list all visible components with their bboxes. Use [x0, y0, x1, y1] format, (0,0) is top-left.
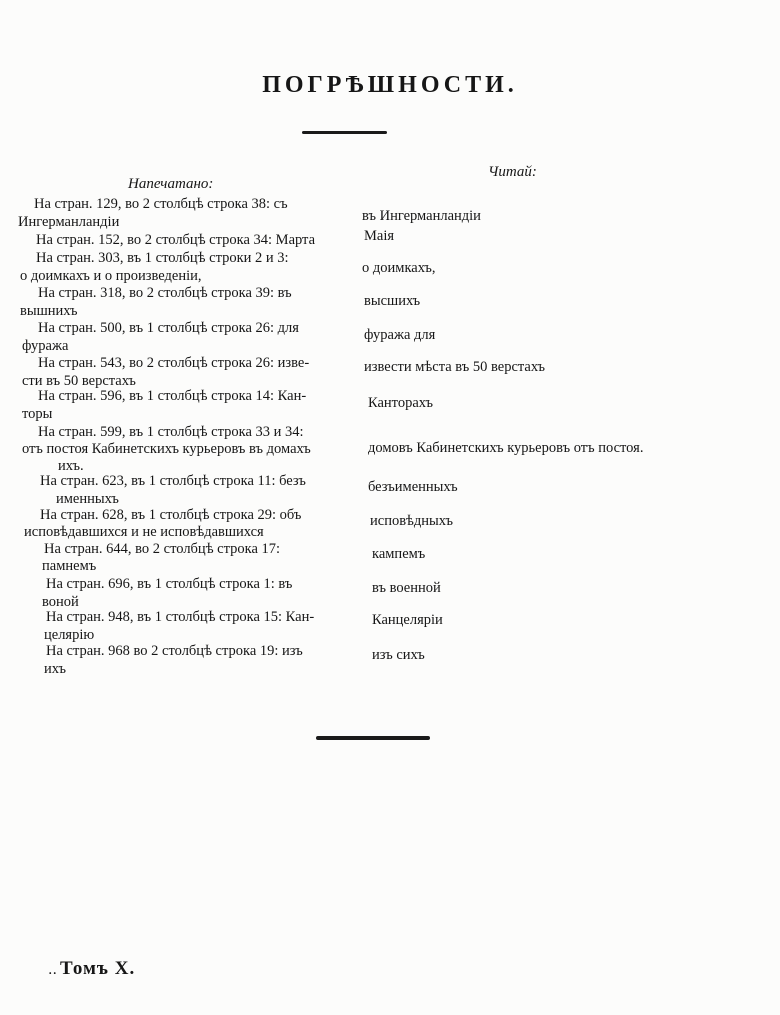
erratum-6-read: извести мѣста въ 50 верстахъ: [364, 359, 546, 375]
erratum-1-printed-line-2: Ингерманландіи: [18, 214, 120, 230]
erratum-6-printed-line-2: сти въ 50 верстахъ: [22, 373, 136, 389]
erratum-13-printed-line-2: целярію: [44, 627, 95, 643]
erratum-8-printed-line-1: На стран. 599, въ 1 столбцѣ строка 33 и 34:: [38, 424, 304, 440]
erratum-10-read: исповѣдныхъ: [370, 513, 453, 529]
end-rule: [316, 736, 430, 740]
erratum-14-printed-line-2: ихъ: [44, 661, 66, 677]
title-rule: [302, 131, 387, 134]
erratum-4-printed-line-1: На стран. 318, во 2 столбцѣ строка 39: въ: [38, 285, 292, 301]
erratum-2-read: Маія: [364, 228, 395, 244]
erratum-9-printed-line-1: На стран. 623, въ 1 столбцѣ строка 11: безъ: [40, 473, 306, 489]
erratum-14-read: изъ сихъ: [372, 647, 425, 663]
erratum-8-printed-line-2: отъ постоя Кабинетскихъ курьеровъ въ домахъ: [22, 441, 311, 457]
footer-dots: ..: [48, 962, 57, 978]
erratum-10-printed-line-1: На стран. 628, въ 1 столбцѣ строка 29: объ: [40, 507, 302, 523]
erratum-4-printed-line-2: вышнихъ: [20, 303, 78, 319]
erratum-7-printed-line-1: На стран. 596, въ 1 столбцѣ строка 14: Кан-: [38, 388, 307, 404]
erratum-12-printed-line-2: воной: [42, 594, 79, 610]
erratum-3-printed-line-1: На стран. 303, въ 1 столбцѣ строки 2 и 3:: [36, 250, 289, 266]
erratum-2-printed-line-1: На стран. 152, во 2 столбцѣ строка 34: Марта: [36, 232, 316, 248]
erratum-14-printed-line-1: На стран. 968 во 2 столбцѣ строка 19: изъ: [46, 643, 303, 659]
erratum-5-read: фуража для: [364, 327, 436, 343]
erratum-7-read: Канторахъ: [368, 395, 433, 411]
erratum-9-printed-line-2: именныхъ: [56, 491, 119, 507]
erratum-6-printed-line-1: На стран. 543, во 2 столбцѣ строка 26: изве-: [38, 355, 310, 371]
erratum-4-read: высшихъ: [364, 293, 421, 309]
erratum-11-printed-line-2: памнемъ: [42, 558, 97, 574]
erratum-8-printed-line-3: ихъ.: [58, 458, 84, 474]
page-title: ПОГРѢШНОСТИ.: [262, 72, 518, 98]
erratum-3-printed-line-2: о доимкахъ и о произведеніи,: [20, 268, 202, 284]
erratum-9-read: безъименныхъ: [368, 479, 458, 495]
erratum-8-read: домовъ Кабинетскихъ курьеровъ отъ постоя.: [368, 440, 644, 456]
read-column-header: Читай:: [488, 164, 537, 180]
erratum-5-printed-line-1: На стран. 500, въ 1 столбцѣ строка 26: для: [38, 320, 299, 336]
erratum-5-printed-line-2: фуража: [22, 338, 69, 354]
erratum-1-read: въ Ингерманландіи: [362, 208, 481, 224]
erratum-13-printed-line-1: На стран. 948, въ 1 столбцѣ строка 15: Кан-: [46, 609, 315, 625]
erratum-7-printed-line-2: торы: [22, 406, 53, 422]
printed-column-header: Напечатано:: [128, 176, 214, 192]
erratum-3-read: о доимкахъ,: [362, 260, 436, 276]
erratum-11-printed-line-1: На стран. 644, во 2 столбцѣ строка 17:: [44, 541, 281, 557]
volume-label: Томъ X.: [60, 958, 136, 979]
erratum-12-printed-line-1: На стран. 696, въ 1 столбцѣ строка 1: въ: [46, 576, 293, 592]
erratum-11-read: кампемъ: [372, 546, 426, 562]
erratum-10-printed-line-2: исповѣдавшихся и не исповѣдавшихся: [24, 524, 264, 540]
erratum-13-read: Канцеляріи: [372, 612, 443, 628]
erratum-12-read: въ военной: [372, 580, 441, 596]
erratum-1-printed-line-1: На стран. 129, во 2 столбцѣ строка 38: съ: [34, 196, 288, 212]
